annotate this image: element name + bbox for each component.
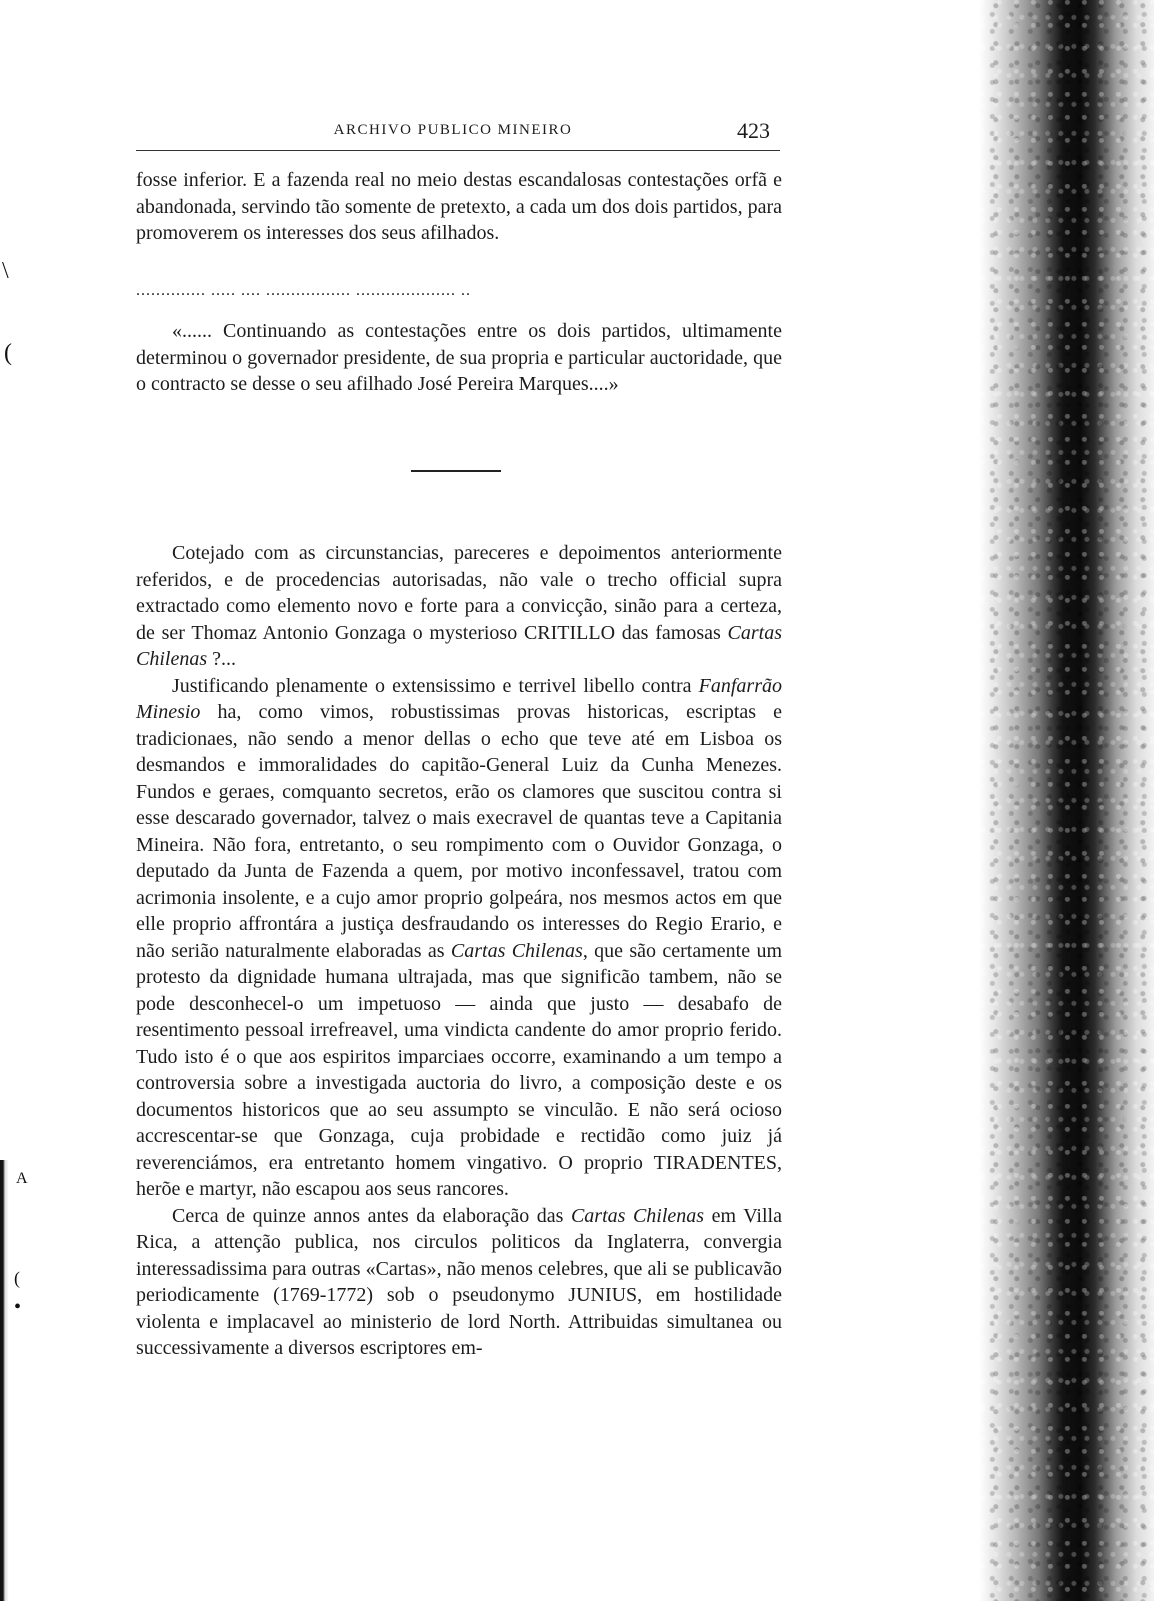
text-run: em Villa Rica, a attenção publica, nos circulos politicos da Inglaterra, convergia interessadissima para outras «Cartas», não menos celebres, que ali se publicavão periodicamente (1769-1772) sob o pseudonymo JUNIUS, em hostilidade violenta e implacavel ao ministerio de lord North. Attribuidas simultanea ou successivamente a diversos escriptores em-: [136, 1204, 782, 1359]
edge-mark: (: [14, 1268, 20, 1288]
quoted-excerpt: [136, 318, 782, 398]
edge-mark: \: [2, 258, 9, 284]
italic-title: Cartas Chilenas: [136, 621, 782, 670]
gutter-texture: [979, 0, 1154, 1601]
italic-title: Cartas Chilenas: [570, 1204, 705, 1227]
paragraph: fosse inferior. E a fazenda real no meio destas escandalosas contestações orfã e abandonada, servindo tão somente de pretexto, a cada um dos dois partidos, para promoverem os interesses dos seus afilhados.: [136, 169, 782, 244]
left-edge-bleed: [0, 1160, 10, 1601]
quote-continuation: [136, 167, 782, 247]
ellipsis-line: .............. ..... .... ................. .................... ..: [136, 282, 471, 299]
edge-mark: •: [14, 1296, 22, 1318]
text-run: Cerca de quinze annos antes da elaboração das: [172, 1204, 571, 1227]
edge-mark: A: [16, 1170, 28, 1187]
running-title: ARCHIVO PUBLICO MINEIRO: [333, 122, 573, 138]
paragraph: «...... Continuando as contestações entre os dois partidos, ultimamente determinou o governador presidente, de sua propria e particular auctoridade, que o contracto se desse o seu afilhado José Pereira Marques....»: [136, 320, 782, 395]
body-text: [136, 540, 782, 1362]
running-header: [136, 118, 770, 148]
text-run: Justificando plenamente o extensissimo e terrivel libello contra: [172, 674, 699, 697]
paragraph: [136, 673, 782, 1203]
text-run: ?...: [207, 648, 237, 670]
section-divider: [411, 470, 501, 472]
italic-title: Cartas Chilenas: [450, 939, 583, 962]
paragraph: [136, 540, 782, 673]
paragraph: [136, 1203, 782, 1362]
edge-mark: (: [4, 340, 12, 366]
header-rule: [136, 150, 780, 151]
page-number: 423: [737, 118, 770, 143]
text-run: ha, como vimos, robustissimas provas historicas, escriptas e tradicionaes, não sendo a menor dellas o echo que teve até em Lisboa os desmandos e immoralidades do capitão-General Luiz da Cunha Menezes. Fundos e geraes, comquanto secretos, erão os clamores que suscitou contra si esse descarado governador, talvez o mais execravel de quantas teve a Capitania Mineira. Não fora, entretanto, o seu rompimento com o Ouvidor Gonzaga, o deputado da Junta de Fazenda a quem, por motivo inconfessavel, tratou com acrimonia insolente, e a cujo amor proprio golpeára, nos mesmos actos em que elle proprio affrontára a justiça desfraudando os interesses do Regio Erario, e não serião naturalmente elaboradas as: [136, 701, 782, 962]
text-run: , que são certamente um protesto da dignidade humana ultrajada, mas que significão tambem, não se pode desconhecel-o um impetuoso — ainda que justo — desabafo de resentimento pessoal irrefreavel, uma vindicta candente do amor proprio ferido. Tudo isto é o que aos espiritos imparciaes occorre, examinando a um tempo a controversia sobre a investigada auctoria do livro, a composição deste e os documentos historicos que ao seu assumpto se vinculão. E não será ocioso accrescentar-se que Gonzaga, cuja probidade e rectidão como juiz já reverenciámos, era entretanto homem vingativo. O proprio TIRADENTES, herõe e martyr, não escapou aos seus rancores.: [136, 939, 782, 1200]
italic-name: Fanfarrão Minesio: [136, 674, 782, 723]
text-run: Cotejado com as circunstancias, pareceres e depoimentos anteriormente referidos, e de procedencias autorisadas, não vale o trecho official supra extractado como elemento novo e forte para a convicção, sinão para a certeza, de ser Thomaz Antonio Gonzaga o mysterioso CRITILLO das famosas: [136, 542, 782, 644]
